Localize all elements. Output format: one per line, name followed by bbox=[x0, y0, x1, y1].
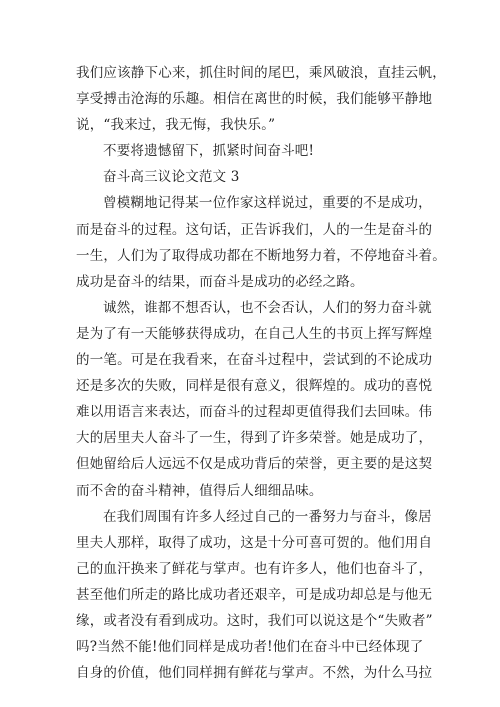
text-line: 大的居里夫人奋斗了一生，得到了许多荣誉。她是成功了， bbox=[76, 430, 433, 447]
text-line: 说，“我来过，我无悔，我快乐。” bbox=[76, 117, 276, 134]
text-line: 还是多次的失败，同样是很有意义，很辉煌的。成功的喜悦 bbox=[76, 378, 433, 395]
text-line: 是为了有一天能够获得成功，在自己人生的书页上挥写辉煌 bbox=[76, 325, 433, 342]
text-line: 奋斗高三议论文范文 3 bbox=[103, 169, 240, 186]
text-line: 在我们周围有许多人经过自己的一番努力与奋斗，像居 bbox=[103, 508, 432, 525]
text-line: 难以用语言来表达，而奋斗的过程却更值得我们去回味。伟 bbox=[76, 404, 433, 421]
text-line: 成功是奋斗的结果，而奋斗是成功的必经之路。 bbox=[76, 273, 364, 290]
text-line: 诚然，谁都不想否认，也不会否认，人们的努力奋斗就 bbox=[103, 299, 432, 316]
text-line: 一生，人们为了取得成功都在不断地努力着，不停地奋斗着。 bbox=[76, 247, 446, 264]
text-line: 但她留给后人远远不仅是成功背后的荣誉，更主要的是这契 bbox=[76, 456, 433, 473]
text-line: 曾模糊地记得某一位作家这样说过，重要的不是成功， bbox=[103, 195, 432, 212]
text-line: 而是奋斗的过程。这句话，正告诉我们，人的一生是奋斗的 bbox=[76, 221, 433, 238]
text-line: 吗?当然不能!他们同样是成功者!他们在奋斗中已经体现了 bbox=[76, 639, 424, 656]
text-line: 而不舍的奋斗精神，值得后人细细品味。 bbox=[76, 482, 323, 499]
essay-body bbox=[76, 60, 446, 686]
text-line: 我们应该静下心来，抓住时间的尾巴，乘风破浪，直挂云帆， bbox=[76, 65, 446, 81]
text-line: 甚至他们所走的路比成功者还艰辛，可是成功却总是与他无 bbox=[76, 586, 433, 603]
text-line: 享受搏击沧海的乐趣。相信在离世的时候，我们能够平静地 bbox=[76, 91, 433, 108]
text-line: 不要将遗憾留下，抓紧时间奋斗吧! bbox=[103, 143, 315, 160]
text-line: 自身的价值，他们同样拥有鲜花与掌声。不然，为什么马拉 bbox=[76, 665, 433, 682]
text-line: 缘，或者没有看到成功。这时，我们可以说这是个“失败者” bbox=[76, 612, 433, 629]
text-line: 己的血汗换来了鲜花与掌声。也有许多人，他们也奋斗了， bbox=[76, 560, 433, 577]
text-line: 的一笔。可是在我看来，在奋斗过程中，尝试到的不论成功 bbox=[76, 352, 433, 369]
text-line: 里夫人那样，取得了成功，这是十分可喜可贺的。他们用自 bbox=[76, 534, 433, 551]
